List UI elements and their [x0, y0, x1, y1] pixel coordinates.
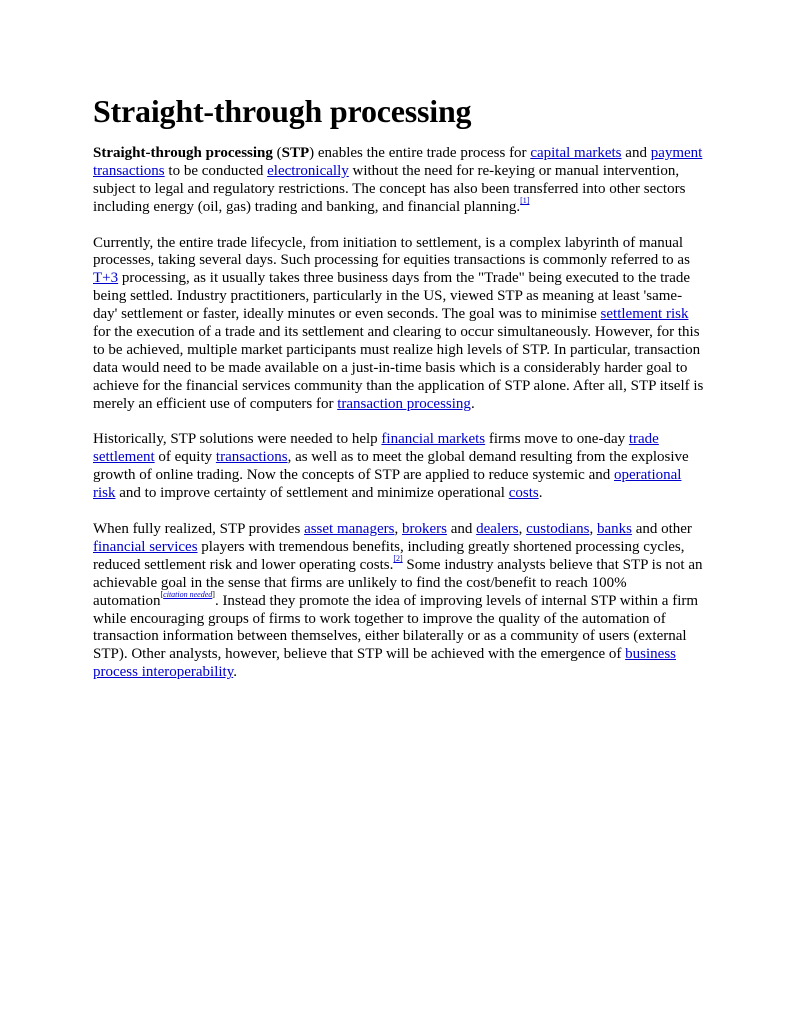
- citation-needed: [161, 590, 215, 599]
- link-banks[interactable]: banks: [596, 520, 632, 537]
- link-financial-services[interactable]: financial services: [93, 538, 198, 555]
- paragraph-history: [93, 431, 705, 503]
- link-business-process-interoperability[interactable]: business process interoperability: [93, 646, 677, 681]
- link-transaction-processing[interactable]: transaction processing: [337, 395, 471, 412]
- text: , as well as to meet the global demand resulting from the explosive growth of online trading. Now the concepts of STP are applied to reduce systemic and: [93, 449, 689, 484]
- text: players with tremendous benefits, including greatly shortened processing cycles, reduced settlement risk and lower operating costs.: [93, 538, 685, 573]
- page-title: Straight-through processing: [93, 93, 472, 129]
- paragraph-lifecycle: [93, 235, 705, 414]
- text: and to improve certainty of settlement and minimize operational: [115, 485, 509, 502]
- link-trade-settlement[interactable]: trade settlement: [93, 431, 659, 466]
- link-electronically[interactable]: electronically: [267, 162, 349, 179]
- text: .: [470, 395, 475, 412]
- link-capital-markets[interactable]: capital markets: [530, 145, 622, 161]
- paragraph-benefits: [93, 521, 705, 682]
- link-transactions-2[interactable]: transactions: [215, 449, 288, 466]
- text: and: [446, 520, 477, 537]
- text: (: [272, 145, 282, 161]
- link-asset-managers[interactable]: asset managers: [304, 520, 395, 537]
- text: Historically, STP solutions were needed to help: [93, 431, 382, 448]
- link-costs[interactable]: costs: [508, 485, 539, 502]
- paragraph-intro: [93, 145, 705, 217]
- text: for the execution of a trade and its settlement and clearing to occur simultaneously. However, for this to be achieved, multiple market participants must realize high levels of STP. In particular, transaction data would need to be made available on a just-in-time basis which is a considerably harder goal to achieve for the financial services community than the application of STP alone. After all, STP itself is merely an efficient use of computers for: [93, 324, 704, 412]
- text: Some industry analysts believe that STP is not an achievable goal in the sense that firms are unlikely to find the cost/benefit to reach 100% automation: [93, 556, 703, 609]
- text: firms move to one-day: [485, 431, 629, 448]
- text: Currently, the entire trade lifecycle, from initiation to settlement, is a complex labyrinth of manual processes, taking several days. Such processing for equities transactions is commonly referred to as: [93, 234, 690, 269]
- text: . Instead they promote the idea of improving levels of internal STP within a firm while encouraging groups of firms to work together to improve the quality of the automation of transaction information between themselves, either bilaterally or as a community of users (external STP). Other analysts, however, believe that STP will be achieved with the emergence of: [93, 592, 699, 663]
- text: When fully realized, STP provides: [93, 520, 305, 537]
- bracket: ]: [212, 589, 215, 599]
- reference-link-2[interactable]: [2]: [393, 553, 403, 563]
- text: ) enables the entire trade process for: [309, 145, 531, 161]
- text: and other: [631, 520, 692, 537]
- link-transactions[interactable]: transactions: [93, 162, 165, 179]
- text: processing, as it usually takes three business days from the "Trade" being executed to the trade being settled. Industry practitioners, particularly in the US, viewed STP as meaning at least 'same-day' settlement or faster, ideally minutes or even seconds. The goal was to minimise: [93, 270, 691, 323]
- text: to be conducted: [164, 162, 268, 179]
- article: [93, 92, 705, 700]
- text: ,: [589, 520, 597, 537]
- reference-link-1[interactable]: [1]: [520, 195, 530, 205]
- link-settlement-risk[interactable]: settlement risk: [600, 306, 689, 323]
- citation-needed-link[interactable]: citation needed: [163, 589, 213, 599]
- link-t3[interactable]: T+3: [93, 270, 119, 287]
- link-brokers[interactable]: brokers: [401, 520, 447, 537]
- bracket: [: [160, 589, 164, 599]
- bold-abbr: STP: [281, 145, 310, 161]
- reference-1: [520, 196, 529, 205]
- link-custodians[interactable]: custodians: [526, 520, 590, 537]
- link-dealers[interactable]: dealers: [476, 520, 519, 537]
- text: ,: [394, 520, 402, 537]
- text: and: [621, 145, 651, 161]
- reference-2: [393, 554, 402, 563]
- link-payment[interactable]: payment: [650, 145, 703, 161]
- bold-term: Straight-through processing: [93, 145, 273, 161]
- text: of equity: [154, 449, 216, 466]
- text: ,: [518, 520, 527, 537]
- link-financial-markets[interactable]: financial markets: [381, 431, 486, 448]
- text: .: [233, 664, 237, 681]
- text: without the need for re-keying or manual intervention, subject to legal and regulatory restrictions. The concept has also been transferred into other sectors including energy (oil, gas) trading and banking, and financial planning.: [93, 162, 686, 215]
- link-operational-risk[interactable]: operational risk: [93, 467, 682, 502]
- text: .: [538, 485, 543, 502]
